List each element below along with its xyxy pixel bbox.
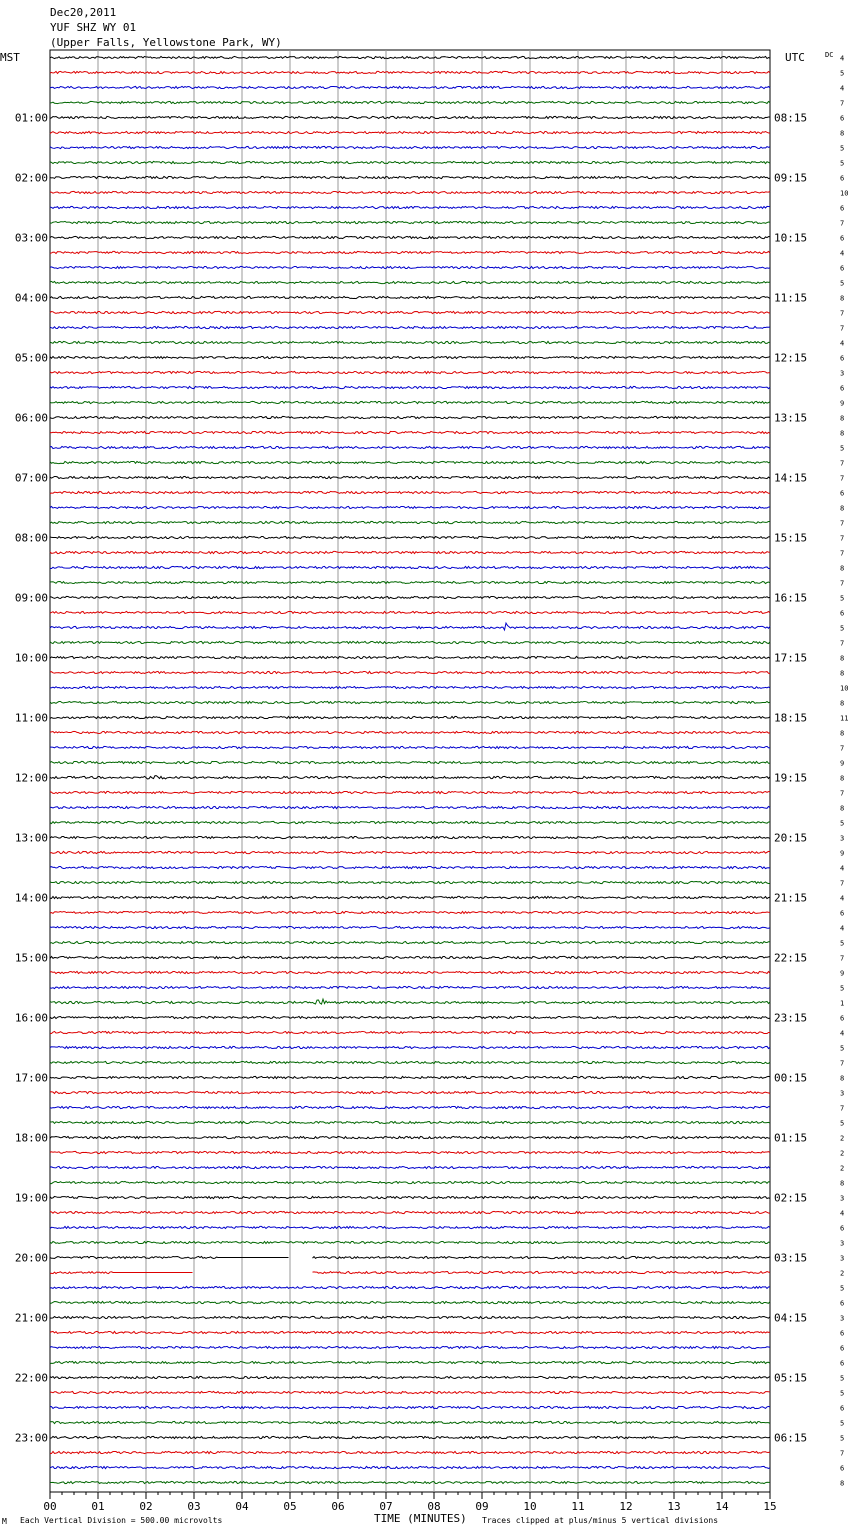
dc-offset-value: 4 xyxy=(840,54,845,63)
mst-hour-labels xyxy=(15,112,48,1445)
dc-offset-value: 8 xyxy=(840,804,845,813)
dc-offset-value: 6 xyxy=(840,264,845,273)
dc-offset-value: 8 xyxy=(840,669,845,678)
mst-hour-label: 12:00 xyxy=(14,771,48,785)
dc-offset-value: 7 xyxy=(840,474,845,483)
dc-offset-value: 7 xyxy=(840,99,845,108)
dc-offset-value: 11 xyxy=(840,714,849,723)
dc-offset-value: 7 xyxy=(840,744,845,753)
x-tick-label: 15 xyxy=(763,1500,777,1513)
seismic-trace xyxy=(50,1391,770,1393)
dc-offset-value: 8 xyxy=(840,429,845,438)
x-tick-label: 10 xyxy=(523,1500,537,1513)
seismic-trace xyxy=(50,1256,770,1258)
dc-offset-value: 5 xyxy=(840,159,845,168)
dc-offset-value: 7 xyxy=(840,1449,845,1458)
dc-offset-value: 6 xyxy=(840,1329,845,1338)
seismic-trace xyxy=(50,971,770,973)
seismic-trace xyxy=(50,1436,770,1438)
seismic-trace xyxy=(50,461,770,463)
mst-hour-label: 19:00 xyxy=(14,1191,48,1205)
dc-offset-value: 7 xyxy=(840,549,845,558)
mst-hour-label: 21:00 xyxy=(14,1311,48,1325)
dc-offset-value: 5 xyxy=(840,1419,845,1428)
utc-hour-label: 21:15 xyxy=(774,891,808,905)
dc-offset-title: DC xyxy=(825,51,834,59)
dc-offset-value: 3 xyxy=(840,1194,845,1203)
dc-offset-value: 5 xyxy=(840,594,845,603)
dc-offset-value: 5 xyxy=(840,1374,845,1383)
dc-offset-value: 8 xyxy=(840,729,845,738)
utc-hour-label: 18:15 xyxy=(774,711,808,725)
dc-offset-value: 3 xyxy=(840,1239,845,1248)
dc-offset-value: 6 xyxy=(840,909,845,918)
dc-offset-value: 5 xyxy=(840,1284,845,1293)
x-tick-label: 02 xyxy=(139,1500,153,1513)
seismic-trace xyxy=(50,1316,770,1318)
x-tick-label: 12 xyxy=(619,1500,633,1513)
mst-hour-label: 22:00 xyxy=(14,1371,48,1385)
mst-hour-label: 15:00 xyxy=(14,951,48,965)
dc-offset-value: 8 xyxy=(840,414,845,423)
dc-offset-value: 6 xyxy=(840,1344,845,1353)
seismic-trace xyxy=(50,656,770,658)
dc-offset-value: 5 xyxy=(840,444,845,453)
mst-hour-label: 18:00 xyxy=(14,1131,48,1145)
seismic-trace xyxy=(50,1376,770,1378)
dc-offset-value: 8 xyxy=(840,1479,845,1488)
seismic-trace xyxy=(50,311,770,313)
seismic-trace xyxy=(50,101,770,103)
x-tick-label: 05 xyxy=(283,1500,297,1513)
seismic-trace xyxy=(50,761,770,763)
seismic-trace xyxy=(50,731,770,733)
seismic-trace xyxy=(50,941,770,943)
dc-offset-value: 8 xyxy=(840,654,845,663)
dc-offset-value: 4 xyxy=(840,1029,845,1038)
seismic-trace xyxy=(50,251,770,253)
x-axis-label: TIME (MINUTES) xyxy=(374,1512,467,1525)
footer-mark: M xyxy=(2,1517,7,1526)
utc-hour-label: 14:15 xyxy=(774,471,808,485)
dc-offset-value: 5 xyxy=(840,1434,845,1443)
mst-hour-label: 03:00 xyxy=(14,231,48,245)
dc-offset-value: 7 xyxy=(840,954,845,963)
dc-offset-value: 7 xyxy=(840,639,845,648)
dc-offset-value: 6 xyxy=(840,204,845,213)
dc-offset-value: 2 xyxy=(840,1134,845,1143)
mst-hour-label: 07:00 xyxy=(14,471,48,485)
seismic-trace xyxy=(50,206,770,208)
seismic-trace xyxy=(50,566,770,568)
dc-offset-value: 6 xyxy=(840,174,845,183)
x-tick-label: 04 xyxy=(235,1500,249,1513)
dc-offset-value: 2 xyxy=(840,1269,845,1278)
dc-offset-value: 9 xyxy=(840,399,845,408)
dc-offset-value: 6 xyxy=(840,1224,845,1233)
seismic-trace xyxy=(50,623,770,630)
seismic-trace xyxy=(50,296,770,298)
x-tick-label: 13 xyxy=(667,1500,681,1513)
dc-offset-value: 8 xyxy=(840,699,845,708)
dc-offset-value: 6 xyxy=(840,1359,845,1368)
x-tick-label: 01 xyxy=(91,1500,105,1513)
seismic-trace xyxy=(50,821,770,823)
mst-hour-label: 23:00 xyxy=(14,1431,48,1445)
seismic-trace xyxy=(50,776,770,779)
utc-hour-label: 09:15 xyxy=(774,171,808,185)
seismic-trace xyxy=(50,161,770,163)
dc-offset-value: 8 xyxy=(840,294,845,303)
seismic-trace xyxy=(50,716,770,718)
mst-hour-label: 20:00 xyxy=(14,1251,48,1265)
dc-offset-value: 6 xyxy=(840,1299,845,1308)
trace-group xyxy=(50,56,770,1483)
dc-offset-value: 3 xyxy=(840,834,845,843)
seismic-trace xyxy=(50,1301,770,1303)
utc-hour-label: 16:15 xyxy=(774,591,808,605)
seismic-trace xyxy=(50,986,770,988)
dc-offset-value: 6 xyxy=(840,1404,845,1413)
utc-hour-label: 19:15 xyxy=(774,771,808,785)
seismic-trace xyxy=(50,1046,770,1048)
utc-hour-label: 15:15 xyxy=(774,531,808,545)
mst-hour-label: 16:00 xyxy=(14,1011,48,1025)
seismic-trace xyxy=(50,836,770,838)
seismic-trace xyxy=(50,1076,770,1078)
x-tick-label: 08 xyxy=(427,1500,441,1513)
mst-hour-label: 09:00 xyxy=(14,591,48,605)
mst-hour-label: 14:00 xyxy=(14,891,48,905)
utc-hour-label: 20:15 xyxy=(774,831,808,845)
dc-offset-value: 8 xyxy=(840,1179,845,1188)
seismic-trace xyxy=(50,866,770,868)
utc-hour-label: 10:15 xyxy=(774,231,808,245)
seismic-trace xyxy=(50,911,770,913)
dc-offset-value: 7 xyxy=(840,219,845,228)
dc-offset-value: 5 xyxy=(840,69,845,78)
seismic-trace xyxy=(50,431,770,433)
seismic-trace xyxy=(50,221,770,223)
seismic-trace xyxy=(50,611,770,613)
dc-offset-value: 9 xyxy=(840,969,845,978)
dc-offset-value: 1 xyxy=(840,999,845,1008)
mst-hour-label: 13:00 xyxy=(14,831,48,845)
seismic-trace xyxy=(50,1166,770,1168)
x-axis-ticks xyxy=(43,1492,776,1513)
seismic-trace xyxy=(50,671,770,673)
seismic-trace xyxy=(50,521,770,523)
dc-offset-value: 5 xyxy=(840,939,845,948)
dc-offset-value: 6 xyxy=(840,1464,845,1473)
station-location: (Upper Falls, Yellowstone Park, WY) xyxy=(50,36,282,49)
seismic-trace xyxy=(50,701,770,703)
seismic-trace xyxy=(50,1211,770,1213)
x-tick-label: 07 xyxy=(379,1500,393,1513)
seismic-trace xyxy=(50,1481,770,1483)
seismic-trace xyxy=(50,1286,770,1288)
dc-offset-value: 10 xyxy=(840,684,849,693)
seismic-trace xyxy=(50,401,770,403)
seismic-trace xyxy=(50,1181,770,1183)
dc-offset-value: 6 xyxy=(840,354,845,363)
dc-offset-value: 7 xyxy=(840,789,845,798)
utc-hour-label: 22:15 xyxy=(774,951,808,965)
seismic-trace xyxy=(50,551,770,553)
dc-offset-value: 5 xyxy=(840,1389,845,1398)
utc-hour-label: 13:15 xyxy=(774,411,808,425)
mst-hour-label: 05:00 xyxy=(14,351,48,365)
seismic-trace xyxy=(50,1406,770,1408)
dc-offset-value: 8 xyxy=(840,564,845,573)
x-tick-label: 11 xyxy=(571,1500,585,1513)
utc-hour-label: 17:15 xyxy=(774,651,808,665)
dc-offset-value: 3 xyxy=(840,1314,845,1323)
mst-hour-label: 04:00 xyxy=(14,291,48,305)
dc-offset-value: 3 xyxy=(840,1254,845,1263)
dc-offset-value: 3 xyxy=(840,1089,845,1098)
seismic-trace xyxy=(50,416,770,418)
dc-offset-value: 5 xyxy=(840,1119,845,1128)
seismic-trace xyxy=(50,476,770,478)
seismic-trace xyxy=(50,1151,770,1153)
seismic-trace xyxy=(50,1226,770,1228)
seismic-trace xyxy=(50,581,770,583)
dc-offset-value: 5 xyxy=(840,624,845,633)
dc-offset-value: 5 xyxy=(840,984,845,993)
seismic-trace xyxy=(50,71,770,73)
dc-offset-value: 4 xyxy=(840,864,845,873)
dc-offset-value: 6 xyxy=(840,234,845,243)
dc-offset-value: 7 xyxy=(840,1059,845,1068)
mst-hour-label: 02:00 xyxy=(14,171,48,185)
seismic-trace xyxy=(50,266,770,268)
dc-offset-value: 7 xyxy=(840,459,845,468)
dc-offset-value: 4 xyxy=(840,1209,845,1218)
seismic-trace xyxy=(50,176,770,178)
seismic-trace xyxy=(50,1331,770,1333)
scale-note: Each Vertical Division = 500.00 microvolts xyxy=(20,1516,223,1525)
seismic-trace xyxy=(50,746,770,748)
seismic-trace xyxy=(50,446,770,448)
seismic-trace xyxy=(50,356,770,358)
mst-hour-label: 06:00 xyxy=(14,411,48,425)
seismic-trace xyxy=(50,596,770,598)
mst-hour-label: 11:00 xyxy=(14,711,48,725)
dc-offset-value: 4 xyxy=(840,84,845,93)
dc-offset-value: 7 xyxy=(840,579,845,588)
utc-hour-label: 00:15 xyxy=(774,1071,808,1085)
dc-offset-value: 2 xyxy=(840,1164,845,1173)
dc-offset-value: 7 xyxy=(840,1104,845,1113)
seismic-trace xyxy=(50,881,770,883)
dc-offset-value: 8 xyxy=(840,129,845,138)
utc-hour-label: 05:15 xyxy=(774,1371,808,1385)
seismic-trace xyxy=(50,1271,770,1273)
utc-hour-label: 03:15 xyxy=(774,1251,808,1265)
seismic-trace xyxy=(50,1346,770,1348)
seismic-trace xyxy=(50,686,770,688)
dc-offset-value: 9 xyxy=(840,849,845,858)
seismic-trace xyxy=(50,191,770,193)
station-code: YUF SHZ WY 01 xyxy=(50,21,137,34)
clip-note: Traces clipped at plus/minus 5 vertical divisions xyxy=(482,1516,719,1525)
seismic-trace xyxy=(50,116,770,118)
dc-offset-value: 2 xyxy=(840,1149,845,1158)
seismic-trace xyxy=(50,506,770,508)
seismic-trace xyxy=(50,281,770,283)
x-tick-label: 14 xyxy=(715,1500,729,1513)
dc-offset-value: 4 xyxy=(840,924,845,933)
dc-offset-value: 4 xyxy=(840,339,845,348)
seismic-trace xyxy=(50,1241,770,1243)
utc-hour-labels xyxy=(774,112,807,1445)
seismic-trace xyxy=(50,491,770,493)
dc-offset-value: 6 xyxy=(840,384,845,393)
dc-offset-value: 8 xyxy=(840,774,845,783)
seismic-trace xyxy=(50,1091,770,1093)
dc-offset-value: 7 xyxy=(840,879,845,888)
seismic-trace xyxy=(50,386,770,388)
dc-offset-value: 7 xyxy=(840,309,845,318)
utc-hour-label: 08:15 xyxy=(774,111,808,125)
seismic-trace xyxy=(50,536,770,538)
dc-offset-value: 7 xyxy=(840,324,845,333)
x-tick-label: 09 xyxy=(475,1500,489,1513)
seismic-trace xyxy=(50,1061,770,1063)
utc-hour-label: 23:15 xyxy=(774,1011,808,1025)
dc-offset-value: 9 xyxy=(840,759,845,768)
dc-offset-value: 7 xyxy=(840,519,845,528)
x-tick-label: 06 xyxy=(331,1500,345,1513)
seismic-trace xyxy=(50,326,770,328)
dc-offset-value: 8 xyxy=(840,1074,845,1083)
seismic-trace xyxy=(50,851,770,853)
x-tick-label: 00 xyxy=(43,1500,57,1513)
dc-offset-value: 8 xyxy=(840,504,845,513)
dc-offset-value: 5 xyxy=(840,144,845,153)
mst-hour-label: 01:00 xyxy=(14,111,48,125)
utc-hour-label: 06:15 xyxy=(774,1431,808,1445)
dc-offset-value: 7 xyxy=(840,534,845,543)
mst-hour-label: 10:00 xyxy=(14,651,48,665)
seismic-trace xyxy=(50,806,770,808)
x-tick-label: 03 xyxy=(187,1500,201,1513)
dc-offset-value: 6 xyxy=(840,489,845,498)
seismic-trace xyxy=(50,1421,770,1423)
utc-hour-label: 11:15 xyxy=(774,291,808,305)
dc-offset-value: 3 xyxy=(840,369,845,378)
dc-offset-value: 6 xyxy=(840,1014,845,1023)
dc-offset-value: 6 xyxy=(840,609,845,618)
seismic-trace xyxy=(50,641,770,643)
seismic-trace xyxy=(50,791,770,793)
dc-offset-value: 6 xyxy=(840,114,845,123)
seismic-trace xyxy=(50,1196,770,1198)
seismic-trace xyxy=(50,371,770,373)
dc-offset-value: 5 xyxy=(840,279,845,288)
dc-offset-value: 5 xyxy=(840,819,845,828)
seismic-trace xyxy=(50,86,770,88)
seismic-trace xyxy=(50,999,770,1004)
seismic-trace xyxy=(50,896,770,898)
seismic-trace xyxy=(50,1466,770,1468)
seismic-trace xyxy=(50,926,770,928)
seismic-trace xyxy=(50,131,770,133)
utc-hour-label: 02:15 xyxy=(774,1191,808,1205)
utc-hour-label: 01:15 xyxy=(774,1131,808,1145)
mst-hour-label: 08:00 xyxy=(14,531,48,545)
seismic-trace xyxy=(50,1136,770,1138)
dc-offset-value: 5 xyxy=(840,1044,845,1053)
utc-hour-label: 12:15 xyxy=(774,351,808,365)
seismic-trace xyxy=(50,146,770,148)
seismic-trace xyxy=(50,56,770,58)
seismic-trace xyxy=(50,1361,770,1363)
seismic-trace xyxy=(50,1121,770,1123)
seismic-trace xyxy=(50,1031,770,1033)
dc-offset-value: 10 xyxy=(840,189,849,198)
seismic-trace xyxy=(50,956,770,958)
seismic-trace xyxy=(50,1016,770,1018)
dc-offset-value: 4 xyxy=(840,249,845,258)
seismic-trace xyxy=(50,1451,770,1453)
seismic-trace xyxy=(50,1106,770,1108)
dc-offset-labels xyxy=(840,55,848,1488)
left-axis-title: MST xyxy=(0,51,20,64)
utc-hour-label: 04:15 xyxy=(774,1311,808,1325)
dc-offset-value: 4 xyxy=(840,894,845,903)
right-axis-title: UTC xyxy=(785,51,805,64)
seismic-trace xyxy=(50,341,770,343)
mst-hour-label: 17:00 xyxy=(14,1071,48,1085)
chart-date: Dec20,2011 xyxy=(50,6,117,19)
seismic-trace xyxy=(50,236,770,238)
